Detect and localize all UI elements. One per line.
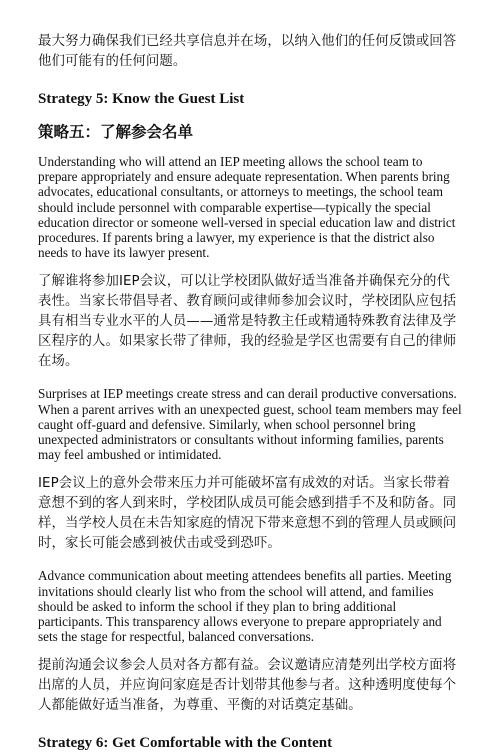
strategy5-heading-zh: 策略五：了解参会名单 bbox=[38, 123, 194, 141]
paragraph-3-en: Advance communication about meeting attendees benefits all parties. Meeting invitations should clearly list who from the school will attend, and families should be asked to inform the school if they plan to bring additional participants. This transparency allows everyone to prepare appropriately and sets the stage for respectful, balanced conversations. bbox=[38, 568, 452, 645]
paragraph-3-zh: 提前沟通会议参会人员对各方都有益。会议邀请应清楚列出学校方面将出席的人员，并应询问家庭是否计划带其他参与者。这种透明度使每个人都能做好适当准备，为尊重、平衡的对话奠定基础。 bbox=[38, 658, 457, 714]
strategy5-heading-en: Strategy 5: Know the Guest List bbox=[38, 91, 245, 107]
paragraph-1-zh: 了解谁将参加IEP会议，可以让学校团队做好适当准备并确保充分的代表性。当家长带倡导者、教育顾问或律师参加会议时，学校团队应包括具有相当专业水平的人员——通常是特教主任或精通特殊教育法律及学区程序的人。如果家长带了律师，我的经验是学区也需要有自己的律师在场。 bbox=[38, 274, 457, 370]
document-page bbox=[38, 32, 462, 752]
paragraph-2-en: Surprises at IEP meetings create stress and can derail productive conversations. When a parent arrives with an unexpected guest, school team members may feel caught off-guard and defensive. Similarly, when school personnel bring unexpected administrators or consultants without informing families, parents may feel ambushed or intimidated. bbox=[38, 386, 462, 463]
strategy6-heading-en: Strategy 6: Get Comfortable with the Content bbox=[38, 735, 333, 752]
intro-paragraph-zh: 最大努力确保我们已经共享信息并在场，以纳入他们的任何反馈或回答他们可能有的任何问题。 bbox=[38, 34, 457, 69]
paragraph-2-zh: IEP会议上的意外会带来压力并可能破坏富有成效的对话。当家长带着意想不到的客人到来时，学校团队成员可能会感到措手不及和防备。同样，当学校人员在未告知家庭的情况下带来意想不到的管理人员或顾问时，家长可能会感到被伏击或受到恐吓。 bbox=[38, 476, 457, 552]
paragraph-1-en: Understanding who will attend an IEP meeting allows the school team to prepare appropriately and ensure adequate representation. When parents bring advocates, educational consultants, or attorneys to meetings, the school team should include personnel with comparable expertise—typically the special education director or someone well-versed in special education law and district procedures. If parents bring a lawyer, my experience is that the district also needs to have its lawyer present. bbox=[38, 154, 456, 261]
